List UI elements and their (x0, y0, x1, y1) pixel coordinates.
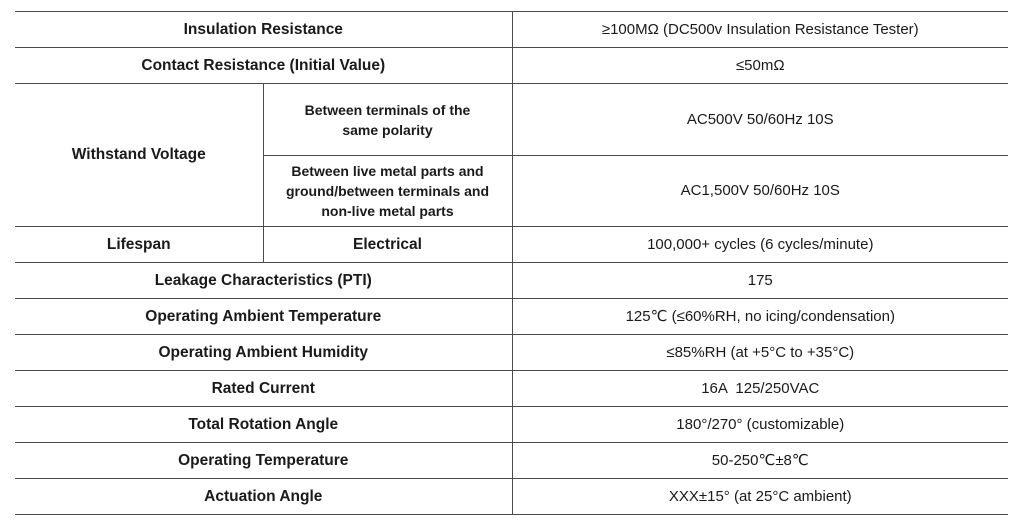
spec-value: ≥100MΩ (DC500v Insulation Resistance Tester) (512, 12, 1008, 48)
spec-label: Total Rotation Angle (15, 407, 512, 443)
spec-value: 125℃ (≤60%RH, no icing/condensation) (512, 299, 1008, 335)
spec-label: Lifespan (15, 227, 263, 263)
spec-row-operating-ambient-temperature (15, 299, 1008, 335)
spec-sublabel (263, 84, 512, 156)
spec-sublabel (263, 156, 512, 227)
spec-row-contact-resistance (15, 48, 1008, 84)
spec-value: XXX±15° (at 25°C ambient) (512, 479, 1008, 515)
spec-label: Insulation Resistance (15, 12, 512, 48)
spec-row-operating-ambient-humidity (15, 335, 1008, 371)
spec-label-withstand-voltage: Withstand Voltage (15, 84, 263, 227)
spec-value: 100,000+ cycles (6 cycles/minute) (512, 227, 1008, 263)
spec-row-total-rotation-angle (15, 407, 1008, 443)
spec-value: ≤50mΩ (512, 48, 1008, 84)
spec-row-actuation-angle (15, 479, 1008, 515)
spec-value: 50-250℃±8℃ (512, 443, 1008, 479)
spec-label: Operating Temperature (15, 443, 512, 479)
spec-sublabel-text: Between live metal parts and ground/between terminals and non-live metal parts (285, 163, 490, 219)
spec-sublabel: Electrical (263, 227, 512, 263)
spec-label: Contact Resistance (Initial Value) (15, 48, 512, 84)
spec-value: ≤85%RH (at +5°C to +35°C) (512, 335, 1008, 371)
spec-label: Operating Ambient Humidity (15, 335, 512, 371)
spec-label: Actuation Angle (15, 479, 512, 515)
spec-value: 175 (512, 263, 1008, 299)
spec-sublabel-text: Between terminals of the same polarity (304, 101, 471, 138)
spec-row-lifespan (15, 227, 1008, 263)
spec-row-withstand-voltage-terminals (15, 84, 1008, 156)
spec-row-rated-current (15, 371, 1008, 407)
spec-label: Rated Current (15, 371, 512, 407)
spec-table (15, 11, 1008, 515)
spec-value: 16A 125/250VAC (512, 371, 1008, 407)
spec-row-insulation-resistance (15, 12, 1008, 48)
spec-row-leakage-characteristics (15, 263, 1008, 299)
spec-row-operating-temperature (15, 443, 1008, 479)
spec-label: Leakage Characteristics (PTI) (15, 263, 512, 299)
spec-value: AC500V 50/60Hz 10S (512, 84, 1008, 156)
spec-label: Operating Ambient Temperature (15, 299, 512, 335)
spec-value: 180°/270° (customizable) (512, 407, 1008, 443)
spec-value: AC1,500V 50/60Hz 10S (512, 156, 1008, 227)
